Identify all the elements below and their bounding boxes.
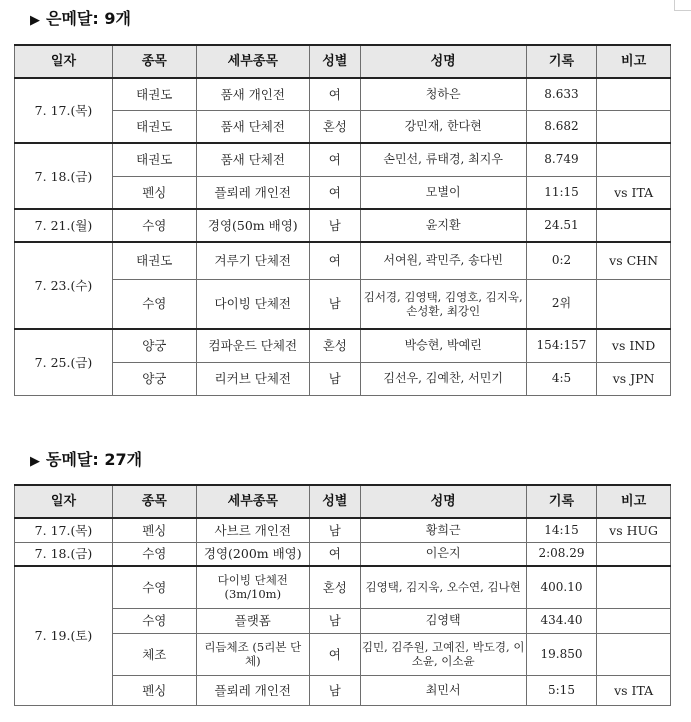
note-cell (597, 110, 671, 143)
event-cell: 겨루기 단체전 (196, 242, 309, 279)
header-name: 성명 (360, 45, 526, 78)
record-cell: 4:5 (526, 362, 596, 395)
gender-cell: 남 (309, 518, 360, 542)
note-cell (597, 608, 671, 633)
record-cell: 11:15 (526, 176, 596, 209)
athlete-cell: 박승현, 박예린 (360, 329, 526, 362)
note-cell: vs JPN (597, 362, 671, 395)
gender-cell: 여 (309, 78, 360, 110)
record-cell: 2:08.29 (526, 542, 596, 566)
triangle-bullet-icon: ▶ (30, 454, 40, 469)
note-cell (597, 209, 671, 242)
table-row (15, 78, 671, 110)
silver-section-title (30, 9, 131, 29)
header-note: 비고 (597, 45, 671, 78)
date-cell: 7. 18.(금) (15, 143, 113, 209)
bronze-title-text: 동메달: 27개 (46, 450, 143, 469)
record-cell: 8.633 (526, 78, 596, 110)
header-date: 일자 (15, 45, 113, 78)
event-cell: 컴파운드 단체전 (196, 329, 309, 362)
bronze-section-title (30, 450, 142, 470)
event-cell: 리커브 단체전 (196, 362, 309, 395)
date-cell: 7. 18.(금) (15, 542, 113, 566)
note-cell (597, 633, 671, 675)
event-cell: 경영(200m 배영) (196, 542, 309, 566)
gender-cell: 여 (309, 143, 360, 176)
header-gender: 성별 (309, 485, 360, 518)
record-cell: 14:15 (526, 518, 596, 542)
table-row (15, 542, 671, 566)
record-cell: 24.51 (526, 209, 596, 242)
note-cell: vs IND (597, 329, 671, 362)
header-date: 일자 (15, 485, 113, 518)
gender-cell: 여 (309, 542, 360, 566)
athlete-cell: 손민선, 류태경, 최지우 (360, 143, 526, 176)
event-cell: 다이빙 단체전 (196, 279, 309, 329)
record-cell: 434.40 (526, 608, 596, 633)
sport-cell: 펜싱 (112, 176, 196, 209)
athlete-cell: 강민재, 한다현 (360, 110, 526, 143)
bronze-header-row (15, 485, 671, 518)
silver-medal-table (14, 44, 671, 396)
header-name: 성명 (360, 485, 526, 518)
gender-cell: 혼성 (309, 566, 360, 608)
date-cell: 7. 23.(수) (15, 242, 113, 329)
header-gender: 성별 (309, 45, 360, 78)
athlete-cell: 김서경, 김영택, 김영호, 김지욱, 손성환, 최강인 (360, 279, 526, 329)
event-cell: 경영(50m 배영) (196, 209, 309, 242)
header-record: 기록 (526, 485, 596, 518)
sport-cell: 펜싱 (112, 518, 196, 542)
sport-cell: 체조 (112, 633, 196, 675)
athlete-cell: 이은지 (360, 542, 526, 566)
sport-cell: 수영 (112, 209, 196, 242)
gender-cell: 여 (309, 633, 360, 675)
gender-cell: 여 (309, 242, 360, 279)
event-cell: 사브르 개인전 (196, 518, 309, 542)
athlete-cell: 김영택, 김지욱, 오수연, 김나현 (360, 566, 526, 608)
table-row (15, 518, 671, 542)
event-cell: 플뢰레 개인전 (196, 176, 309, 209)
gender-cell: 혼성 (309, 110, 360, 143)
athlete-cell: 모별이 (360, 176, 526, 209)
date-cell: 7. 21.(월) (15, 209, 113, 242)
sport-cell: 태권도 (112, 143, 196, 176)
page-corner-mark (674, 0, 691, 11)
athlete-cell: 김선우, 김예찬, 서민기 (360, 362, 526, 395)
table-row (15, 362, 671, 395)
event-cell: 플뢰레 개인전 (196, 675, 309, 705)
record-cell: 5:15 (526, 675, 596, 705)
gender-cell: 혼성 (309, 329, 360, 362)
table-row (15, 143, 671, 176)
note-cell (597, 143, 671, 176)
table-row (15, 209, 671, 242)
event-cell: 다이빙 단체전 (3m/10m) (196, 566, 309, 608)
silver-title-text: 은메달: 9개 (46, 9, 131, 28)
record-cell: 8.749 (526, 143, 596, 176)
record-cell: 400.10 (526, 566, 596, 608)
sport-cell: 수영 (112, 566, 196, 608)
gender-cell: 남 (309, 675, 360, 705)
record-cell: 154:157 (526, 329, 596, 362)
table-row (15, 566, 671, 608)
record-cell: 2위 (526, 279, 596, 329)
gender-cell: 남 (309, 608, 360, 633)
header-record: 기록 (526, 45, 596, 78)
note-cell (597, 279, 671, 329)
table-row (15, 176, 671, 209)
date-cell: 7. 19.(토) (15, 566, 113, 705)
event-cell: 리듬체조 (5리본 단체) (196, 633, 309, 675)
sport-cell: 태권도 (112, 110, 196, 143)
gender-cell: 남 (309, 362, 360, 395)
sport-cell: 양궁 (112, 362, 196, 395)
note-cell (597, 566, 671, 608)
note-cell: vs ITA (597, 176, 671, 209)
athlete-cell: 김민, 김주원, 고예진, 박도경, 이소윤, 이소윤 (360, 633, 526, 675)
record-cell: 19.850 (526, 633, 596, 675)
header-event: 세부종목 (196, 45, 309, 78)
record-cell: 0:2 (526, 242, 596, 279)
note-cell: vs ITA (597, 675, 671, 705)
table-row (15, 242, 671, 279)
athlete-cell: 최민서 (360, 675, 526, 705)
athlete-cell: 황희근 (360, 518, 526, 542)
athlete-cell: 김영택 (360, 608, 526, 633)
table-row (15, 633, 671, 675)
header-event: 세부종목 (196, 485, 309, 518)
triangle-bullet-icon: ▶ (30, 13, 40, 28)
table-row (15, 110, 671, 143)
note-cell (597, 78, 671, 110)
sport-cell: 태권도 (112, 242, 196, 279)
note-cell: vs HUG (597, 518, 671, 542)
event-cell: 품새 개인전 (196, 78, 309, 110)
bronze-medal-table (14, 484, 671, 706)
sport-cell: 양궁 (112, 329, 196, 362)
date-cell: 7. 25.(금) (15, 329, 113, 395)
event-cell: 품새 단체전 (196, 143, 309, 176)
sport-cell: 태권도 (112, 78, 196, 110)
athlete-cell: 윤지환 (360, 209, 526, 242)
gender-cell: 남 (309, 209, 360, 242)
athlete-cell: 청하은 (360, 78, 526, 110)
table-row (15, 329, 671, 362)
gender-cell: 여 (309, 176, 360, 209)
sport-cell: 수영 (112, 608, 196, 633)
note-cell: vs CHN (597, 242, 671, 279)
athlete-cell: 서여원, 곽민주, 송다빈 (360, 242, 526, 279)
header-sport: 종목 (112, 45, 196, 78)
sport-cell: 수영 (112, 279, 196, 329)
note-cell (597, 542, 671, 566)
event-cell: 플랫폼 (196, 608, 309, 633)
record-cell: 8.682 (526, 110, 596, 143)
sport-cell: 펜싱 (112, 675, 196, 705)
event-cell: 품새 단체전 (196, 110, 309, 143)
header-sport: 종목 (112, 485, 196, 518)
table-row (15, 279, 671, 329)
table-row (15, 608, 671, 633)
table-row (15, 675, 671, 705)
sport-cell: 수영 (112, 542, 196, 566)
date-cell: 7. 17.(목) (15, 78, 113, 143)
silver-header-row (15, 45, 671, 78)
gender-cell: 남 (309, 279, 360, 329)
date-cell: 7. 17.(목) (15, 518, 113, 542)
header-note: 비고 (597, 485, 671, 518)
